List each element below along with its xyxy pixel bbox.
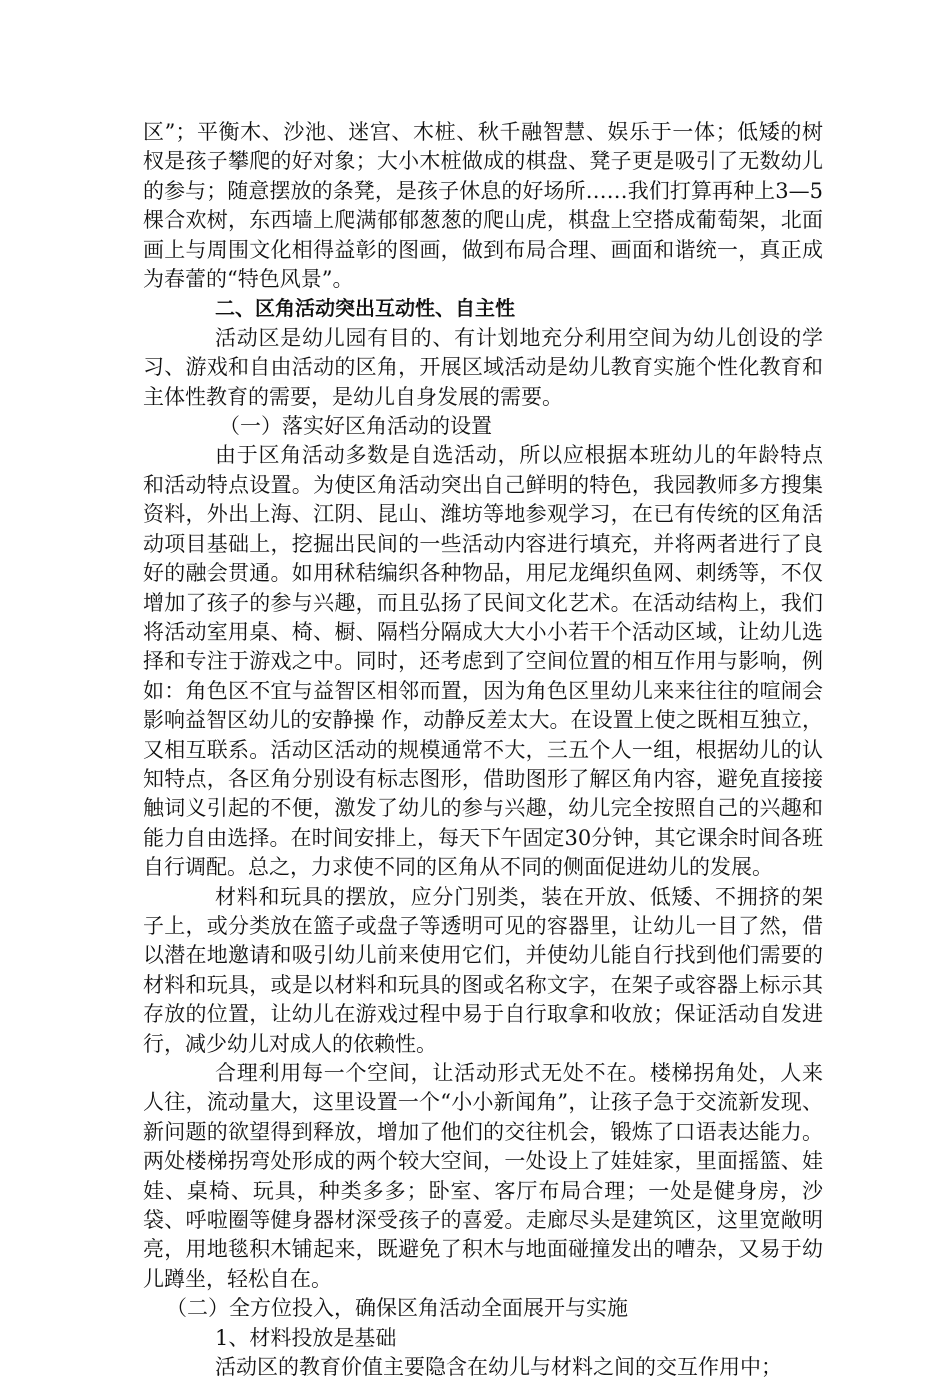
paragraph: 活动区是幼儿园有目的、有计划地充分利用空间为幼儿创设的学习、游戏和自由活动的区角，开展区域活动是幼儿教育实施个性化教育和主体性教育的需要，是幼儿自身发展的需要。 [143, 325, 823, 409]
document-body [143, 118, 823, 1382]
subsection-heading: （二）全方位投入，确保区角活动全面展开与实施 [166, 1296, 628, 1321]
section-heading: 二、区角活动突出互动性、自主性 [215, 296, 515, 321]
paragraph: 材料和玩具的摆放，应分门别类，装在开放、低矮、不拥挤的架子上，或分类放在篮子或盘子等透明可见的容器里，让幼儿一目了然，借以潜在地邀请和吸引幼儿前来使用它们，并使幼儿能自行找到他们需要的材料和玩具，或是以材料和玩具的图或名称文字，在架子或容器上标示其存放的位置，让幼儿在游戏过程中易于自行取拿和收放；保证活动自发进行，减少幼儿对成人的依赖性。 [143, 884, 823, 1056]
paragraph: 合理利用每一个空间，让活动形式无处不在。楼梯拐角处，人来人往，流动量大，这里设置一个“小小新闻角”，让孩子急于交流新发现、新问题的欲望得到释放，增加了他们的交往机会，锻炼了口语表达能力。两处楼梯拐弯处形成的两个较大空间，一处设上了娃娃家，里面摇篮、娃娃、桌椅、玩具，种类多多；卧室、客厅布局合理；一处是健身房，沙袋、呼啦圈等健身器材深受孩子的喜爱。走廊尽头是建筑区，这里宽敞明亮，用地毯积木铺起来，既避免了积木与地面碰撞发出的嘈杂，又易于幼儿蹲坐，轻松自在。 [143, 1061, 823, 1291]
list-item-heading: 1、材料投放是基础 [215, 1325, 397, 1350]
paragraph: 活动区的教育价值主要隐含在幼儿与材料之间的交互作用中； [215, 1355, 782, 1380]
paragraph-continued: 区”；平衡木、沙池、迷宫、木桩、秋千融智慧、娱乐于一体；低矮的树杈是孩子攀爬的好对象；大小木桩做成的棋盘、凳子更是吸引了无数幼儿的参与；随意摆放的条凳，是孩子休息的好场所……我们打算再种上3—5棵合欢树，东西墙上爬满郁郁葱葱的爬山虎，棋盘上空搭成葡萄架，北面画上与周围文化相得益彰的图画，做到布局合理、画面和谐统一，真正成为春蕾的“特色风景”。 [143, 120, 823, 292]
paragraph: 由于区角活动多数是自选活动，所以应根据本班幼儿的年龄特点和活动特点设置。为使区角活动突出自己鲜明的特色，我园教师多方搜集资料，外出上海、江阴、昆山、潍坊等地参观学习，在已有传统的区角活动项目基础上，挖掘出民间的一些活动内容进行填充，并将两者进行了良好的融会贯通。如用秫秸编织各种物品，用尼龙绳织鱼网、刺绣等，不仅增加了孩子的参与兴趣，而且弘扬了民间文化艺术。在活动结构上，我们将活动室用桌、椅、橱、隔档分隔成大大小小若干个活动区域，让幼儿选择和专注于游戏之中。同时，还考虑到了空间位置的相互作用与影响，例如：角色区不宜与益智区相邻而置，因为角色区里幼儿来来往往的喧闹会影响益智区幼儿的安静操 作，动静反差太大。在设置上使之既相互独立，又相互联系。活动区活动的规模通常不大，三五个人一组，根据幼儿的认知特点，各区角分别设有标志图形，借助图形了解区角内容，避免直接接触词义引起的不便，激发了幼儿的参与兴趣，幼儿完全按照自己的兴趣和能力自由选择。在时间安排上，每天下午固定30分钟，其它课余时间各班自行调配。总之，力求使不同的区角从不同的侧面促进幼儿的发展。 [143, 443, 823, 880]
subsection-heading: （一）落实好区角活动的设置 [219, 414, 492, 439]
